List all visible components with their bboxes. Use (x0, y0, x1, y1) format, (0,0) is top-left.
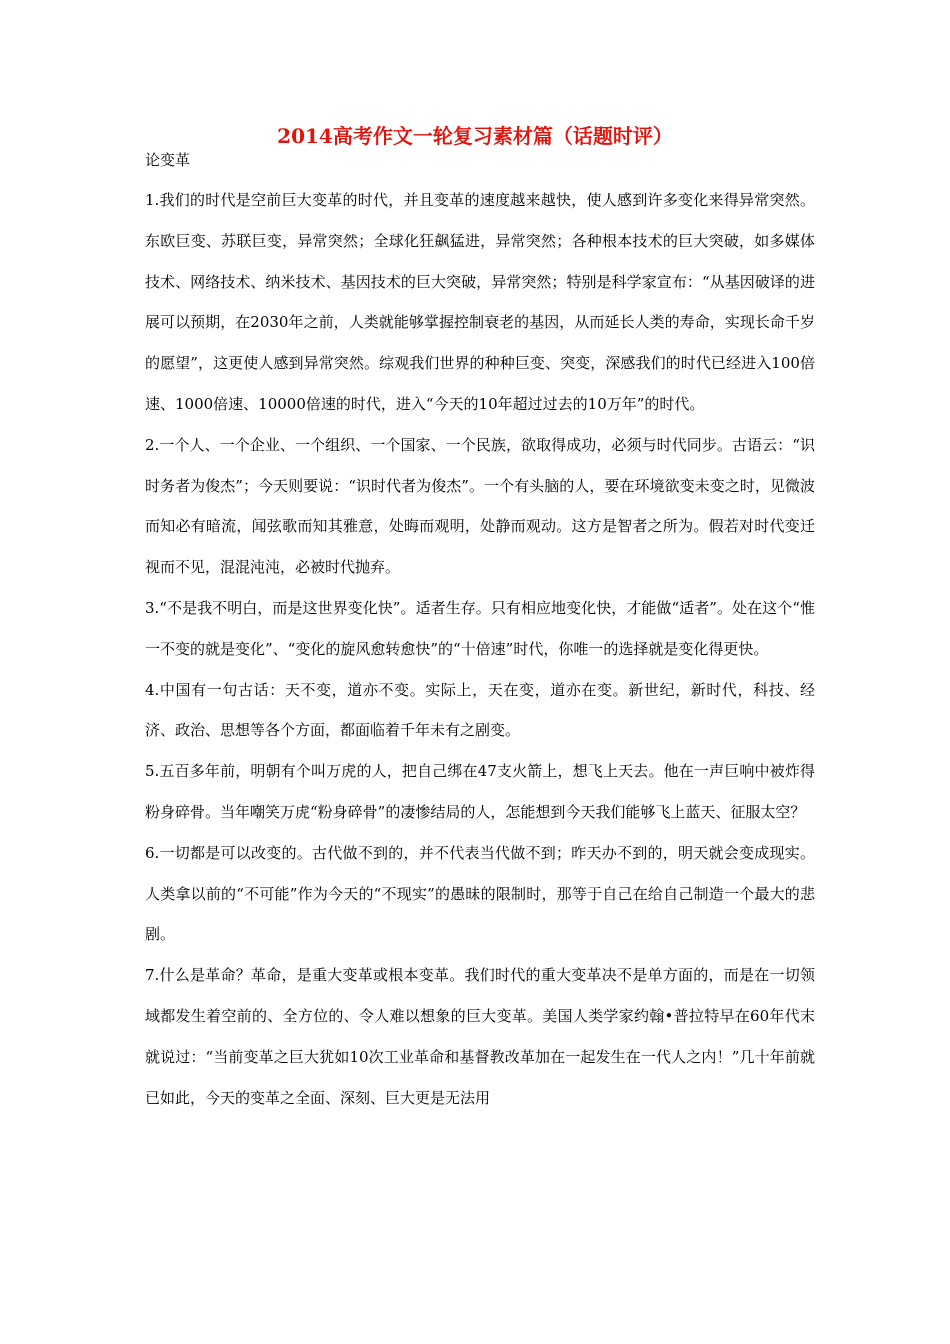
paragraph-2: 2.一个人、一个企业、一个组织、一个国家、一个民族，欲取得成功，必须与时代同步。古语云：“识时务者为俊杰”；今天则要说：“识时代者为俊杰”。一个有头脑的人，要在环境欲变未变之时，见微波而知必有暗流，闻弦歌而知其雅意，处晦而观明，处静而观动。这方是智者之所为。假若对时代变迁视而不见，混混沌沌，必被时代抛弃。 (145, 435, 815, 577)
paragraph-1: 1.我们的时代是空前巨大变革的时代，并且变革的速度越来越快，使人感到许多变化来得异常突然。东欧巨变、苏联巨变，异常突然；全球化狂飙猛进，异常突然；各种根本技术的巨大突破，如多媒体技术、网络技术、纳米技术、基因技术的巨大突破，异常突然；特别是科学家宣布：“从基因破译的进展可以预期，在2030年之前，人类就能够掌握控制衰老的基因，从而延长人类的寿命，实现长命千岁的愿望”，这更使人感到异常突然。综观我们世界的种种巨变、突变，深感我们的时代已经进入100倍速、1000倍速、10000倍速的时代，进入“今天的10年超过过去的10万年”的时代。 (145, 191, 815, 413)
paragraph-7: 7.什么是革命？革命，是重大变革或根本变革。我们时代的重大变革决不是单方面的，而是在一切领域都发生着空前的、全方位的、令人难以想象的巨大变革。美国人类学家约翰•普拉特早在60年代末就说过：“当前变革之巨大犹如10次工业革命和基督教改革加在一起发生在一代人之内！”几十年前就已如此，今天的变革之全面、深刻、巨大更是无法用 (145, 966, 815, 1107)
document-subtitle: 论变革 (145, 151, 191, 169)
paragraph-5: 5.五百多年前，明朝有个叫万虎的人，把自己绑在47支火箭上，想飞上天去。他在一声巨响中被炸得粉身碎骨。当年嘲笑万虎“粉身碎骨”的凄惨结局的人，怎能想到今天我们能够飞上蓝天、征服太空？ (145, 762, 815, 821)
paragraph-4: 4.中国有一句古话：天不变，道亦不变。实际上，天在变，道亦在变。新世纪，新时代，科技、经济、政治、思想等各个方面，都面临着千年未有之剧变。 (145, 680, 815, 740)
document-body (145, 180, 815, 1118)
paragraph-3: 3.“不是我不明白，而是这世界变化快”。适者生存。只有相应地变化快，才能做“适者”。处在这个“惟一不变的就是变化”、“变化的旋风愈转愈快”的“十倍速”时代，你唯一的选择就是变化得更快。 (145, 598, 815, 658)
document-title: 2014高考作文一轮复习素材篇（话题时评） (277, 124, 673, 148)
paragraph-6: 6.一切都是可以改变的。古代做不到的，并不代表当代做不到；昨天办不到的，明天就会变成现实。人类拿以前的“不可能”作为今天的“不现实”的愚昧的限制时，那等于自己在给自己制造一个最大的悲剧。 (145, 843, 815, 944)
